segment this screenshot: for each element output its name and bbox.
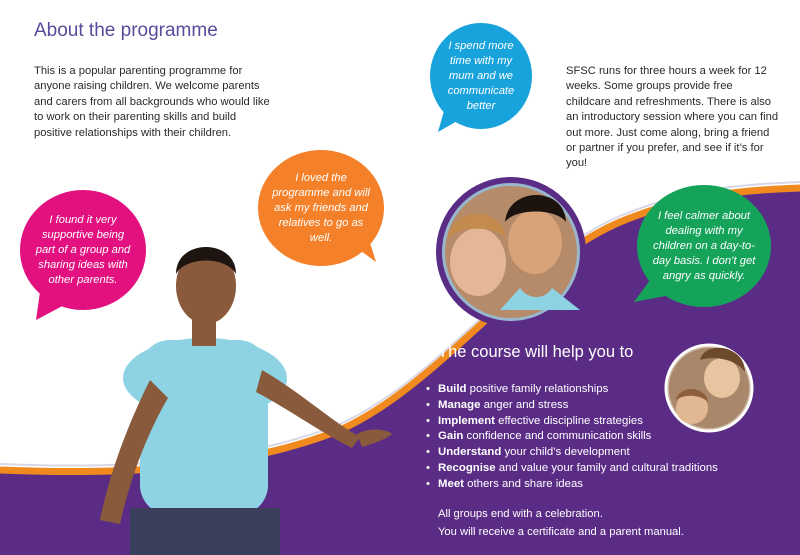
bullet-icon: • [426,398,430,411]
benefit-text: your child’s development [501,446,630,459]
quote-bubble-supportive [20,190,146,310]
list-item [426,429,718,445]
certificate-line: You will receive a certificate and a parent manual. [438,525,684,538]
list-item [426,461,718,477]
benefit-keyword: Meet [438,477,464,490]
course-benefits-heading: The course will help you to [438,343,634,361]
list-item [426,398,718,414]
benefits-list [426,382,718,493]
quote-bubble-feel-calmer [637,185,771,307]
quote-text: I loved the programme and will ask my friends and relatives to go as well. [272,171,370,244]
quote-bubble-loved-programme [258,150,384,266]
programme-info-paragraph: SFSC runs for three hours a week for 12 weeks. Some groups provide free childcare and refreshments. There is also an introductory session where you can find out more. Just come along, bring a friend or partner if you prefer, and see if it’s for you! [566,65,779,170]
list-item [426,382,718,398]
closing-text [438,506,684,541]
quote-text: I spend more time with my mum and we communicate better [447,39,515,112]
benefit-keyword: Recognise [438,461,496,474]
benefit-keyword: Manage [438,398,481,411]
benefit-keyword: Understand [438,446,502,459]
quote-text: I feel calmer about dealing with my children on a day-to-day basis. I don’t get angry as quickly. [652,209,756,282]
bullet-icon: • [426,477,430,490]
quote-bubble-more-time [430,23,532,129]
page-title: About the programme [34,20,218,41]
bullet-icon: • [426,446,430,459]
bullet-icon: • [426,430,430,443]
intro-paragraph: This is a popular parenting programme for anyone raising children. We welcome parents and carers from all backgrounds who would like to work on their parenting skills and build positive relationships with their children. [34,65,270,139]
bullet-icon: • [426,414,430,427]
celebration-line: All groups end with a celebration. [438,508,603,520]
benefit-text: and value your family and cultural traditions [495,461,718,474]
list-item [426,477,718,493]
benefit-text: confidence and communication skills [463,430,652,443]
benefit-text: effective discipline strategies [494,414,643,427]
quote-text: I found it very supportive being part of a group and sharing ideas with other parents. [35,213,131,286]
bullet-icon: • [426,383,430,395]
list-item [426,414,718,430]
bullet-icon: • [426,461,430,474]
couple-photo [439,180,583,324]
benefit-keyword: Gain [438,430,464,443]
benefit-text: positive family relationships [466,383,609,395]
benefit-keyword: Build [438,383,467,395]
benefit-text: anger and stress [480,398,569,411]
benefit-text: others and share ideas [463,477,583,490]
benefit-keyword: Implement [438,414,495,427]
list-item [426,445,718,461]
